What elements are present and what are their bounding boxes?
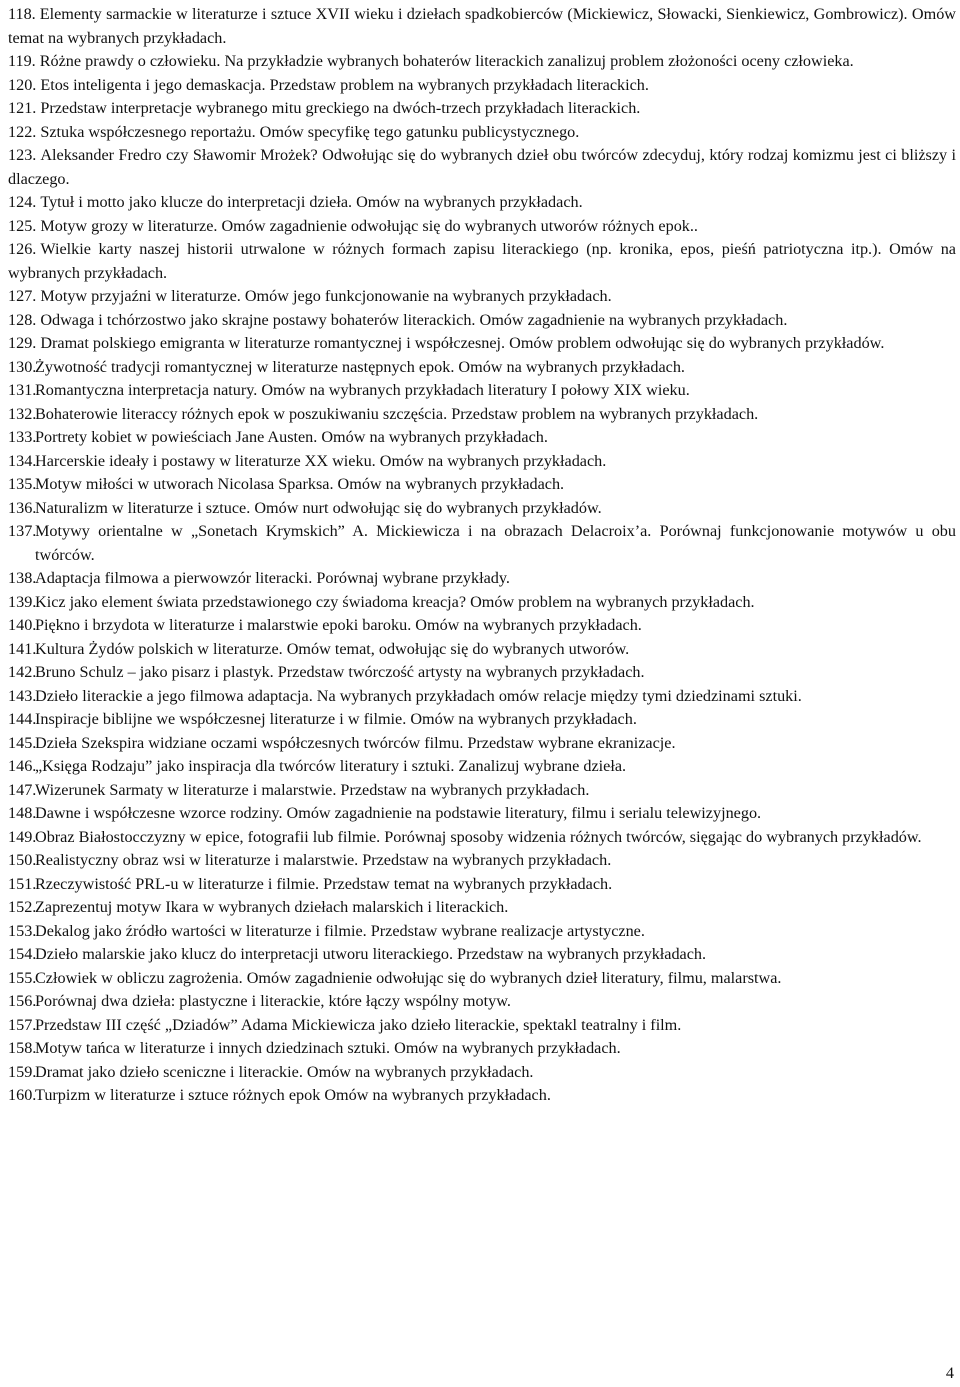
item-number: 142. xyxy=(8,663,37,681)
list-item xyxy=(8,121,956,145)
item-number: 126. xyxy=(8,240,37,258)
item-number: 147. xyxy=(8,780,37,799)
list-item xyxy=(8,896,956,920)
item-number: 122. xyxy=(8,122,37,141)
item-number: 143. xyxy=(8,686,37,705)
list-item xyxy=(8,849,956,873)
page-number: 4 xyxy=(945,1364,954,1382)
item-text: Kicz jako element świata przedstawionego czy świadoma kreacja? Omów problem na wybranych przykładach. xyxy=(35,592,755,611)
item-text: Obraz Białostocczyzny w epice, fotografii lub filmie. Porównaj sposoby widzenia różnych twórców, sięgając do wybranych przykładów. xyxy=(35,827,922,846)
item-number: 134. xyxy=(8,451,37,470)
list-item xyxy=(8,591,956,615)
list-item xyxy=(8,332,956,356)
list-item xyxy=(8,215,956,239)
item-text: „Księga Rodzaju” jako inspiracja dla twórców literatury i sztuki. Zanalizuj wybrane dzieła. xyxy=(35,757,627,775)
item-text: Dzieło malarskie jako klucz do interpretacji utworu literackiego. Przedstaw na wybranych przykładach. xyxy=(35,945,707,963)
item-number: 154. xyxy=(8,945,37,963)
item-text: Elementy sarmackie w literaturze i sztuce XVII wieku i dziełach spadkobierców (Mickiewicz, Słowacki, Sienkiewicz, Gombrowicz). Omów temat na wybranych przykładach. xyxy=(8,5,956,47)
item-number: 150. xyxy=(8,851,37,869)
item-text: Motyw przyjaźni w literaturze. Omów jego funkcjonowanie na wybranych przykładach. xyxy=(40,287,612,305)
item-text: Dzieła Szekspira widziane oczami współczesnych twórców filmu. Przedstaw wybrane ekranizacje. xyxy=(35,733,676,752)
list-item xyxy=(8,1061,956,1085)
item-number: 156. xyxy=(8,992,37,1010)
list-item xyxy=(8,379,956,403)
list-item xyxy=(8,826,956,850)
item-number: 160. xyxy=(8,1086,37,1104)
item-text: Dramat polskiego emigranta w literaturze romantycznej i współczesnej. Omów problem odwołując się do wybranych przykładów. xyxy=(40,334,885,352)
list-item xyxy=(8,1014,956,1038)
list-item xyxy=(8,661,956,685)
item-text: Odwaga i tchórzostwo jako skrajne postawy bohaterów literackich. Omów zagadnienie na wybranych przykładach. xyxy=(40,310,788,329)
item-text: Dawne i współczesne wzorce rodziny. Omów zagadnienie na podstawie literatury, filmu i serialu telewizyjnego. xyxy=(35,804,762,822)
item-number: 157. xyxy=(8,1015,37,1034)
topic-list xyxy=(8,3,956,1108)
list-item xyxy=(8,520,956,567)
list-item xyxy=(8,191,956,215)
item-number: 139. xyxy=(8,592,37,611)
list-item xyxy=(8,356,956,380)
item-number: 123. xyxy=(8,146,37,164)
item-text: Motywy orientalne w „Sonetach Krymskich” A. Mickiewicza i na obrazach Delacroix’a. Porównaj funkcjonowanie motywów u obu twórców. xyxy=(35,522,956,564)
item-number: 145. xyxy=(8,733,37,752)
item-text: Romantyczna interpretacja natury. Omów na wybranych przykładach literatury I połowy XIX wieku. xyxy=(35,381,690,399)
item-text: Porównaj dwa dzieła: plastyczne i literackie, które łączy wspólny motyw. xyxy=(35,992,511,1010)
item-number: 128. xyxy=(8,310,37,329)
item-text: Wizerunek Sarmaty w literaturze i malarstwie. Przedstaw na wybranych przykładach. xyxy=(35,780,590,799)
item-text: Aleksander Fredro czy Sławomir Mrożek? Odwołując się do wybranych dzieł obu twórców zdecyduj, który rodzaj komizmu jest ci bliższy i dlaczego. xyxy=(8,146,956,188)
list-item xyxy=(8,450,956,474)
item-text: Harcerskie ideały i postawy w literaturze XX wieku. Omów na wybranych przykładach. xyxy=(35,451,607,470)
list-item xyxy=(8,144,956,191)
list-item xyxy=(8,755,956,779)
list-item xyxy=(8,285,956,309)
list-item xyxy=(8,309,956,333)
item-number: 121. xyxy=(8,99,37,117)
item-text: Przedstaw interpretacje wybranego mitu greckiego na dwóch-trzech przykładach literackich. xyxy=(40,99,641,117)
list-item xyxy=(8,802,956,826)
list-item xyxy=(8,732,956,756)
item-text: Człowiek w obliczu zagrożenia. Omów zagadnienie odwołując się do wybranych dzieł literatury, filmu, malarstwa. xyxy=(35,968,782,987)
item-text: Adaptacja filmowa a pierwowzór literacki. Porównaj wybrane przykłady. xyxy=(35,569,510,587)
list-item xyxy=(8,473,956,497)
item-number: 158. xyxy=(8,1039,37,1057)
list-item xyxy=(8,708,956,732)
item-text: Bohaterowie literaccy różnych epok w poszukiwaniu szczęścia. Przedstaw problem na wybranych przykładach. xyxy=(35,404,759,423)
item-text: Etos inteligenta i jego demaskacja. Przedstaw problem na wybranych przykładach literackich. xyxy=(40,75,649,94)
item-text: Motyw miłości w utworach Nicolasa Sparksa. Omów na wybranych przykładach. xyxy=(35,475,565,493)
item-number: 120. xyxy=(8,75,37,94)
list-item xyxy=(8,74,956,98)
item-text: Piękno i brzydota w literaturze i malarstwie epoki baroku. Omów na wybranych przykładach. xyxy=(35,616,642,634)
list-item xyxy=(8,1084,956,1108)
list-item xyxy=(8,3,956,50)
item-text: Przedstaw III część „Dziadów” Adama Mickiewicza jako dzieło literackie, spektakl teatralny i film. xyxy=(35,1015,682,1034)
list-item xyxy=(8,403,956,427)
item-number: 125. xyxy=(8,216,37,235)
item-text: Realistyczny obraz wsi w literaturze i malarstwie. Przedstaw na wybranych przykładach. xyxy=(35,851,612,869)
item-number: 146. xyxy=(8,757,37,775)
list-item xyxy=(8,685,956,709)
list-item xyxy=(8,97,956,121)
item-text: Bruno Schulz – jako pisarz i plastyk. Przedstaw twórczość artysty na wybranych przykładach. xyxy=(35,663,645,681)
item-number: 133. xyxy=(8,428,37,446)
item-text: Rzeczywistość PRL-u w literaturze i filmie. Przedstaw temat na wybranych przykładach. xyxy=(35,874,613,893)
item-number: 138. xyxy=(8,569,37,587)
list-item xyxy=(8,990,956,1014)
item-number: 140. xyxy=(8,616,37,634)
item-text: Inspiracje biblijne we współczesnej literaturze i w filmie. Omów na wybranych przykładach. xyxy=(35,710,637,728)
item-text: Zaprezentuj motyw Ikara w wybranych dziełach malarskich i literackich. xyxy=(35,898,509,916)
list-item xyxy=(8,50,956,74)
list-item xyxy=(8,497,956,521)
item-text: Kultura Żydów polskich w literaturze. Omów temat, odwołując się do wybranych utworów. xyxy=(35,639,630,658)
item-number: 130. xyxy=(8,357,37,376)
list-item xyxy=(8,967,956,991)
item-text: Różne prawdy o człowieku. Na przykładzie wybranych bohaterów literackich zanalizuj problem złożoności oceny człowieka. xyxy=(39,52,854,70)
list-item xyxy=(8,873,956,897)
item-text: Motyw tańca w literaturze i innych dziedzinach sztuki. Omów na wybranych przykładach. xyxy=(35,1039,621,1057)
item-text: Dzieło literackie a jego filmowa adaptacja. Na wybranych przykładach omów relacje między tymi dziedzinami sztuki. xyxy=(35,686,802,705)
item-number: 131. xyxy=(8,381,37,399)
item-number: 132. xyxy=(8,404,37,423)
list-item xyxy=(8,920,956,944)
item-number: 151. xyxy=(8,874,37,893)
item-text: Dramat jako dzieło sceniczne i literackie. Omów na wybranych przykładach. xyxy=(35,1062,534,1081)
item-number: 136. xyxy=(8,498,37,517)
item-text: Sztuka współczesnego reportażu. Omów specyfikę tego gatunku publicystycznego. xyxy=(40,122,580,141)
item-number: 124. xyxy=(8,193,37,211)
item-number: 159. xyxy=(8,1062,37,1081)
item-number: 129. xyxy=(8,334,37,352)
list-item xyxy=(8,238,956,285)
item-number: 119. xyxy=(8,52,36,70)
item-number: 149. xyxy=(8,827,37,846)
list-item xyxy=(8,638,956,662)
item-number: 127. xyxy=(8,287,37,305)
list-item xyxy=(8,779,956,803)
item-number: 153. xyxy=(8,921,37,940)
item-number: 144. xyxy=(8,710,37,728)
item-text: Wielkie karty naszej historii utrwalone w różnych formach zapisu literackiego (np. kronika, epos, pieśń patriotyczna itp.). Omów na wybranych przykładach. xyxy=(8,240,956,282)
item-number: 141. xyxy=(8,639,37,658)
item-number: 155. xyxy=(8,968,37,987)
item-number: 118. xyxy=(8,5,36,23)
list-item xyxy=(8,567,956,591)
item-text: Turpizm w literaturze i sztuce różnych epok Omów na wybranych przykładach. xyxy=(35,1086,551,1104)
list-item xyxy=(8,426,956,450)
item-number: 137. xyxy=(8,522,37,540)
item-text: Portrety kobiet w powieściach Jane Austen. Omów na wybranych przykładach. xyxy=(35,428,548,446)
item-text: Dekalog jako źródło wartości w literaturze i filmie. Przedstaw wybrane realizacje artystyczne. xyxy=(35,921,645,940)
list-item xyxy=(8,614,956,638)
item-text: Motyw grozy w literaturze. Omów zagadnienie odwołując się do wybranych utworów różnych epok.. xyxy=(40,216,698,235)
item-text: Tytuł i motto jako klucze do interpretacji dzieła. Omów na wybranych przykładach. xyxy=(40,193,583,211)
item-text: Naturalizm w literaturze i sztuce. Omów nurt odwołując się do wybranych przykładów. xyxy=(35,498,602,517)
item-number: 148. xyxy=(8,804,37,822)
item-number: 152. xyxy=(8,898,37,916)
list-item xyxy=(8,1037,956,1061)
item-number: 135. xyxy=(8,475,37,493)
item-text: Żywotność tradycji romantycznej w literaturze następnych epok. Omów na wybranych przykładach. xyxy=(35,357,685,376)
list-item xyxy=(8,943,956,967)
